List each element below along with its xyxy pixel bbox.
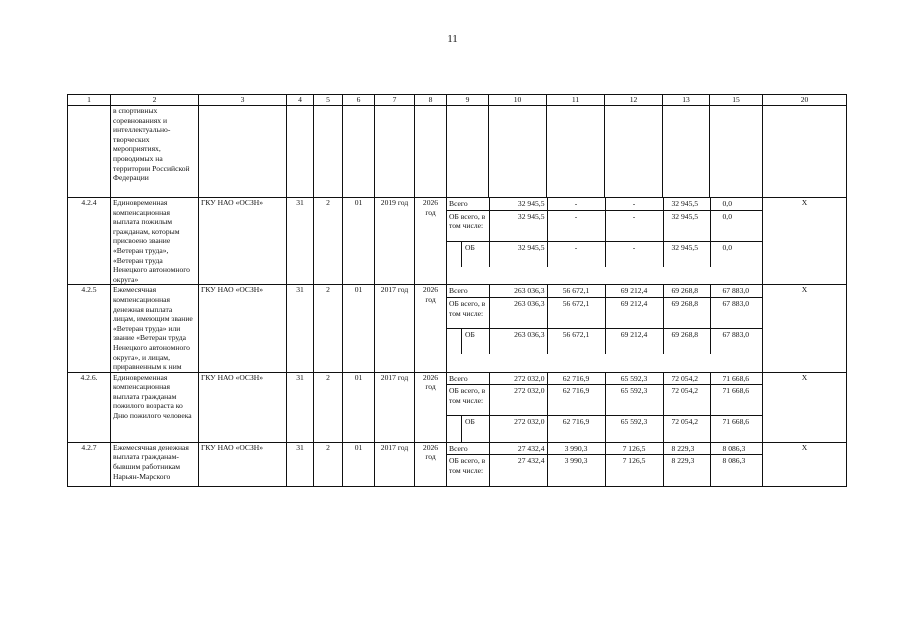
empty-cell (199, 106, 287, 198)
funding-line (447, 198, 763, 210)
table-row (68, 198, 847, 285)
amount-v15: 8 086,3 (710, 443, 763, 455)
amount-v15: 0,0 (710, 241, 763, 267)
amount-v10: 32 945,5 (489, 241, 547, 267)
funding-source: Всего (449, 373, 468, 383)
funding-line (447, 297, 763, 328)
amount-v12: 65 592,3 (605, 373, 663, 385)
start-year: 2019 год (375, 198, 415, 285)
amount-v10: 32 945,5 (489, 210, 547, 241)
header-cell: 9 (447, 95, 489, 106)
amount-v12: 69 212,4 (605, 328, 663, 354)
table-row (68, 442, 847, 486)
amount-v12: 69 212,4 (605, 297, 663, 328)
amount-v15: 8 086,3 (710, 455, 763, 486)
empty-cell (547, 106, 605, 198)
amount-v10: 263 036,3 (489, 285, 547, 297)
funding-line (447, 443, 763, 455)
funding-line (447, 373, 763, 385)
result-indicator: X (763, 198, 847, 285)
funding-line (447, 241, 763, 267)
amount-v15: 67 883,0 (710, 328, 763, 354)
funding-source: ОБ всего, в том числе: (447, 297, 489, 328)
empty-cell (287, 106, 314, 198)
header-cell: 11 (547, 95, 605, 106)
empty-cell (314, 106, 343, 198)
item-name: Ежемесячная денежная выплата гражданам-бывшим работникам Нарьян-Марского (111, 442, 199, 486)
amount-v13: 32 945,5 (663, 210, 710, 241)
funding-block (447, 372, 763, 442)
header-cell: 15 (710, 95, 763, 106)
empty-cell (68, 106, 111, 198)
code-col4: 31 (287, 285, 314, 372)
amount-v11: 62 716,9 (547, 416, 605, 442)
code-col5: 2 (314, 198, 343, 285)
result-indicator: X (763, 372, 847, 442)
empty-cell (415, 106, 447, 198)
start-year: 2017 год (375, 372, 415, 442)
code-col5: 2 (314, 285, 343, 372)
empty-cell (710, 106, 763, 198)
amount-v13: 72 054,2 (663, 373, 710, 385)
header-cell: 10 (489, 95, 547, 106)
table-row (68, 372, 847, 442)
item-name: Ежемесячная компенсационная денежная выплата лицам, имеющим звание «Ветеран труда» или звание «Ветеран труда Ненецкого автономного округа», и лицам, приравненным к ним (111, 285, 199, 372)
header-cell: 8 (415, 95, 447, 106)
amount-v10: 263 036,3 (489, 328, 547, 354)
amount-v12: - (605, 198, 663, 210)
amount-v13: 69 268,8 (663, 328, 710, 354)
end-year: 2026 год (415, 198, 447, 285)
code-col6: 01 (343, 285, 375, 372)
amount-v13: 8 229,3 (663, 443, 710, 455)
result-indicator: X (763, 285, 847, 372)
amount-v11: 3 990,3 (547, 455, 605, 486)
amount-v12: 69 212,4 (605, 285, 663, 297)
amount-v15: 0,0 (710, 210, 763, 241)
header-cell: 7 (375, 95, 415, 106)
header-cell: 5 (314, 95, 343, 106)
amount-v11: 62 716,9 (547, 373, 605, 385)
executor: ГКУ НАО «ОСЗН» (199, 198, 287, 285)
code-col5: 2 (314, 372, 343, 442)
start-year: 2017 год (375, 285, 415, 372)
amount-v12: 65 592,3 (605, 385, 663, 416)
header-row (68, 95, 847, 106)
amount-v13: 32 945,5 (663, 241, 710, 267)
code-col4: 31 (287, 442, 314, 486)
funding-source: ОБ всего, в том числе: (447, 210, 489, 241)
code-col6: 01 (343, 198, 375, 285)
amount-v12: 65 592,3 (605, 416, 663, 442)
funding-line (447, 328, 763, 354)
funding-block (447, 198, 763, 285)
amount-v13: 72 054,2 (663, 416, 710, 442)
code-col4: 31 (287, 372, 314, 442)
item-number: 4.2.7 (68, 442, 111, 486)
amount-v11: 3 990,3 (547, 443, 605, 455)
amount-v11: - (547, 241, 605, 267)
item-number: 4.2.6. (68, 372, 111, 442)
funding-line (447, 285, 763, 297)
funding-source: ОБ (447, 241, 489, 267)
code-col6: 01 (343, 372, 375, 442)
empty-cell (375, 106, 415, 198)
header-cell: 12 (605, 95, 663, 106)
amount-v15: 0,0 (710, 198, 763, 210)
amount-v10: 27 432,4 (489, 455, 547, 486)
funding-source: ОБ (447, 328, 489, 354)
funding-line (447, 455, 763, 486)
funding-block (447, 442, 763, 486)
amount-v11: 56 672,1 (547, 285, 605, 297)
header-cell: 6 (343, 95, 375, 106)
funding-line (447, 416, 763, 442)
code-col5: 2 (314, 442, 343, 486)
item-number: 4.2.5 (68, 285, 111, 372)
end-year: 2026 год (415, 372, 447, 442)
amount-v10: 272 032,0 (489, 416, 547, 442)
executor: ГКУ НАО «ОСЗН» (199, 442, 287, 486)
amount-v13: 72 054,2 (663, 385, 710, 416)
header-cell: 4 (287, 95, 314, 106)
item-name: в спортивных соревнованиях и интеллектуально-творческих мероприятиях, проводимых на территории Российской Федерации (111, 106, 199, 198)
amount-v11: - (547, 210, 605, 241)
amount-v11: 56 672,1 (547, 328, 605, 354)
amount-v13: 69 268,8 (663, 297, 710, 328)
amount-v12: 7 126,5 (605, 443, 663, 455)
table-body (68, 95, 847, 487)
start-year: 2017 год (375, 442, 415, 486)
amount-v13: 69 268,8 (663, 285, 710, 297)
code-col6: 01 (343, 442, 375, 486)
amount-v13: 32 945,5 (663, 198, 710, 210)
empty-cell (447, 106, 489, 198)
empty-cell (343, 106, 375, 198)
header-cell: 2 (111, 95, 199, 106)
funding-block (447, 285, 763, 372)
empty-cell (663, 106, 710, 198)
header-cell: 1 (68, 95, 111, 106)
amount-v12: - (605, 241, 663, 267)
header-cell: 13 (663, 95, 710, 106)
amount-v15: 71 668,6 (710, 373, 763, 385)
header-cell: 3 (199, 95, 287, 106)
item-name: Единовременная компенсационная выплата пожилым гражданам, которым присвоено звание «Ветеран труда», «Ветеран труда Ненецкого автономного округа» (111, 198, 199, 285)
empty-cell (763, 106, 847, 198)
amount-v11: - (547, 198, 605, 210)
amount-v15: 71 668,6 (710, 385, 763, 416)
amount-v11: 62 716,9 (547, 385, 605, 416)
amount-v12: - (605, 210, 663, 241)
item-number: 4.2.4 (68, 198, 111, 285)
amount-v10: 272 032,0 (489, 385, 547, 416)
end-year: 2026 год (415, 285, 447, 372)
funding-source: Всего (449, 199, 468, 208)
funding-line (447, 210, 763, 241)
funding-source: ОБ всего, в том числе: (447, 385, 489, 416)
funding-source: ОБ (447, 416, 489, 442)
amount-v10: 263 036,3 (489, 297, 547, 328)
empty-cell (605, 106, 663, 198)
funding-source: ОБ всего, в том числе: (447, 455, 489, 486)
executor: ГКУ НАО «ОСЗН» (199, 372, 287, 442)
result-indicator: X (763, 442, 847, 486)
continuation-row (68, 106, 847, 198)
funding-line (447, 385, 763, 416)
amount-v11: 56 672,1 (547, 297, 605, 328)
end-year: 2026 год (415, 442, 447, 486)
header-cell: 20 (763, 95, 847, 106)
funding-source: Всего (449, 443, 468, 453)
empty-cell (489, 106, 547, 198)
amount-v10: 27 432,4 (489, 443, 547, 455)
program-table (67, 94, 847, 487)
amount-v15: 67 883,0 (710, 297, 763, 328)
amount-v12: 7 126,5 (605, 455, 663, 486)
amount-v13: 8 229,3 (663, 455, 710, 486)
executor: ГКУ НАО «ОСЗН» (199, 285, 287, 372)
amount-v15: 71 668,6 (710, 416, 763, 442)
amount-v10: 272 032,0 (489, 373, 547, 385)
code-col4: 31 (287, 198, 314, 285)
amount-v15: 67 883,0 (710, 285, 763, 297)
amount-v10: 32 945,5 (489, 198, 547, 210)
funding-source: Всего (449, 286, 468, 296)
table-row (68, 285, 847, 372)
item-name: Единовременная компенсационная выплата гражданам пожилого возраста ко Дню пожилого человека (111, 372, 199, 442)
page-number: 11 (447, 33, 458, 45)
